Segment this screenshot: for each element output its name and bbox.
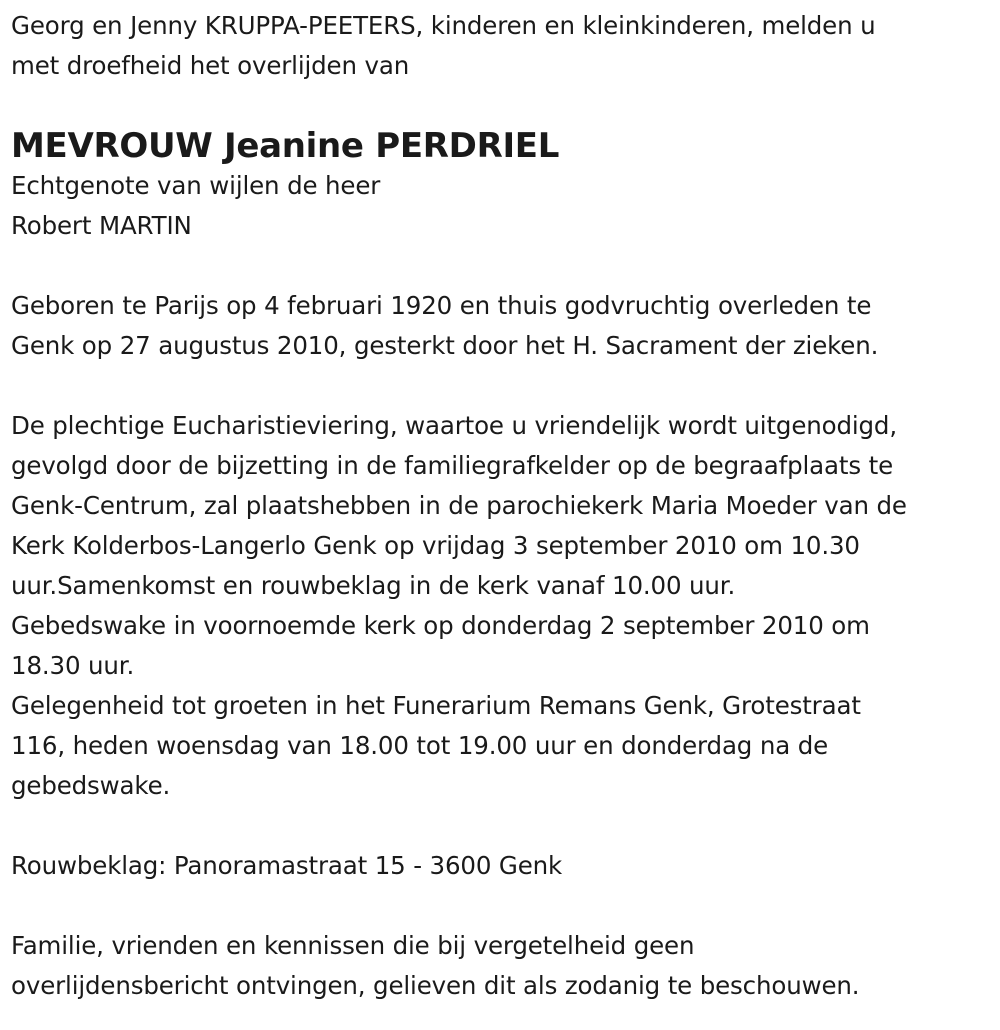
- spacer: [11, 806, 996, 846]
- ceremony-line-9: 116, heden woensdag van 18.00 tot 19.00 uur en donderdag na de: [11, 731, 829, 760]
- spacer: [11, 366, 996, 406]
- intro-line-2: met droefheid het overlijden van: [11, 51, 410, 80]
- relation-line-2: Robert MARTIN: [11, 211, 192, 240]
- ceremony-line-4: Kerk Kolderbos-Langerlo Genk op vrijdag 3 september 2010 om 10.30: [11, 531, 860, 560]
- closing-line-2: overlijdensbericht ontvingen, gelieven dit als zodanig te beschouwen.: [11, 971, 860, 1000]
- ceremony-line-3: Genk-Centrum, zal plaatshebben in de parochiekerk Maria Moeder van de: [11, 491, 907, 520]
- death-notice: [11, 6, 996, 1006]
- relation-line-1: Echtgenote van wijlen de heer: [11, 171, 381, 200]
- ceremony-line-7: 18.30 uur.: [11, 651, 135, 680]
- ceremony-line-2: gevolgd door de bijzetting in de familiegrafkelder op de begraafplaats te: [11, 451, 893, 480]
- spacer: [11, 246, 996, 286]
- ceremony-line-5: uur.Samenkomst en rouwbeklag in de kerk vanaf 10.00 uur.: [11, 571, 736, 600]
- birth-death-line-2: Genk op 27 augustus 2010, gesterkt door het H. Sacrament der zieken.: [11, 331, 879, 360]
- birth-death-line-1: Geboren te Parijs op 4 februari 1920 en thuis godvruchtig overleden te: [11, 291, 872, 320]
- ceremony-line-6: Gebedswake in voornoemde kerk op donderdag 2 september 2010 om: [11, 611, 870, 640]
- ceremony-line-1: De plechtige Eucharistieviering, waartoe u vriendelijk wordt uitgenodigd,: [11, 411, 897, 440]
- closing-line-1: Familie, vrienden en kennissen die bij vergetelheid geen: [11, 931, 695, 960]
- spacer: [11, 886, 996, 926]
- intro-line-1: Georg en Jenny KRUPPA-PEETERS, kinderen en kleinkinderen, melden u: [11, 11, 876, 40]
- condolence-address: Rouwbeklag: Panoramastraat 15 - 3600 Genk: [11, 851, 563, 880]
- ceremony-line-10: gebedswake.: [11, 771, 171, 800]
- ceremony-line-8: Gelegenheid tot groeten in het Funerarium Remans Genk, Grotestraat: [11, 691, 861, 720]
- deceased-name: MEVROUW Jeanine PERDRIEL: [11, 126, 560, 166]
